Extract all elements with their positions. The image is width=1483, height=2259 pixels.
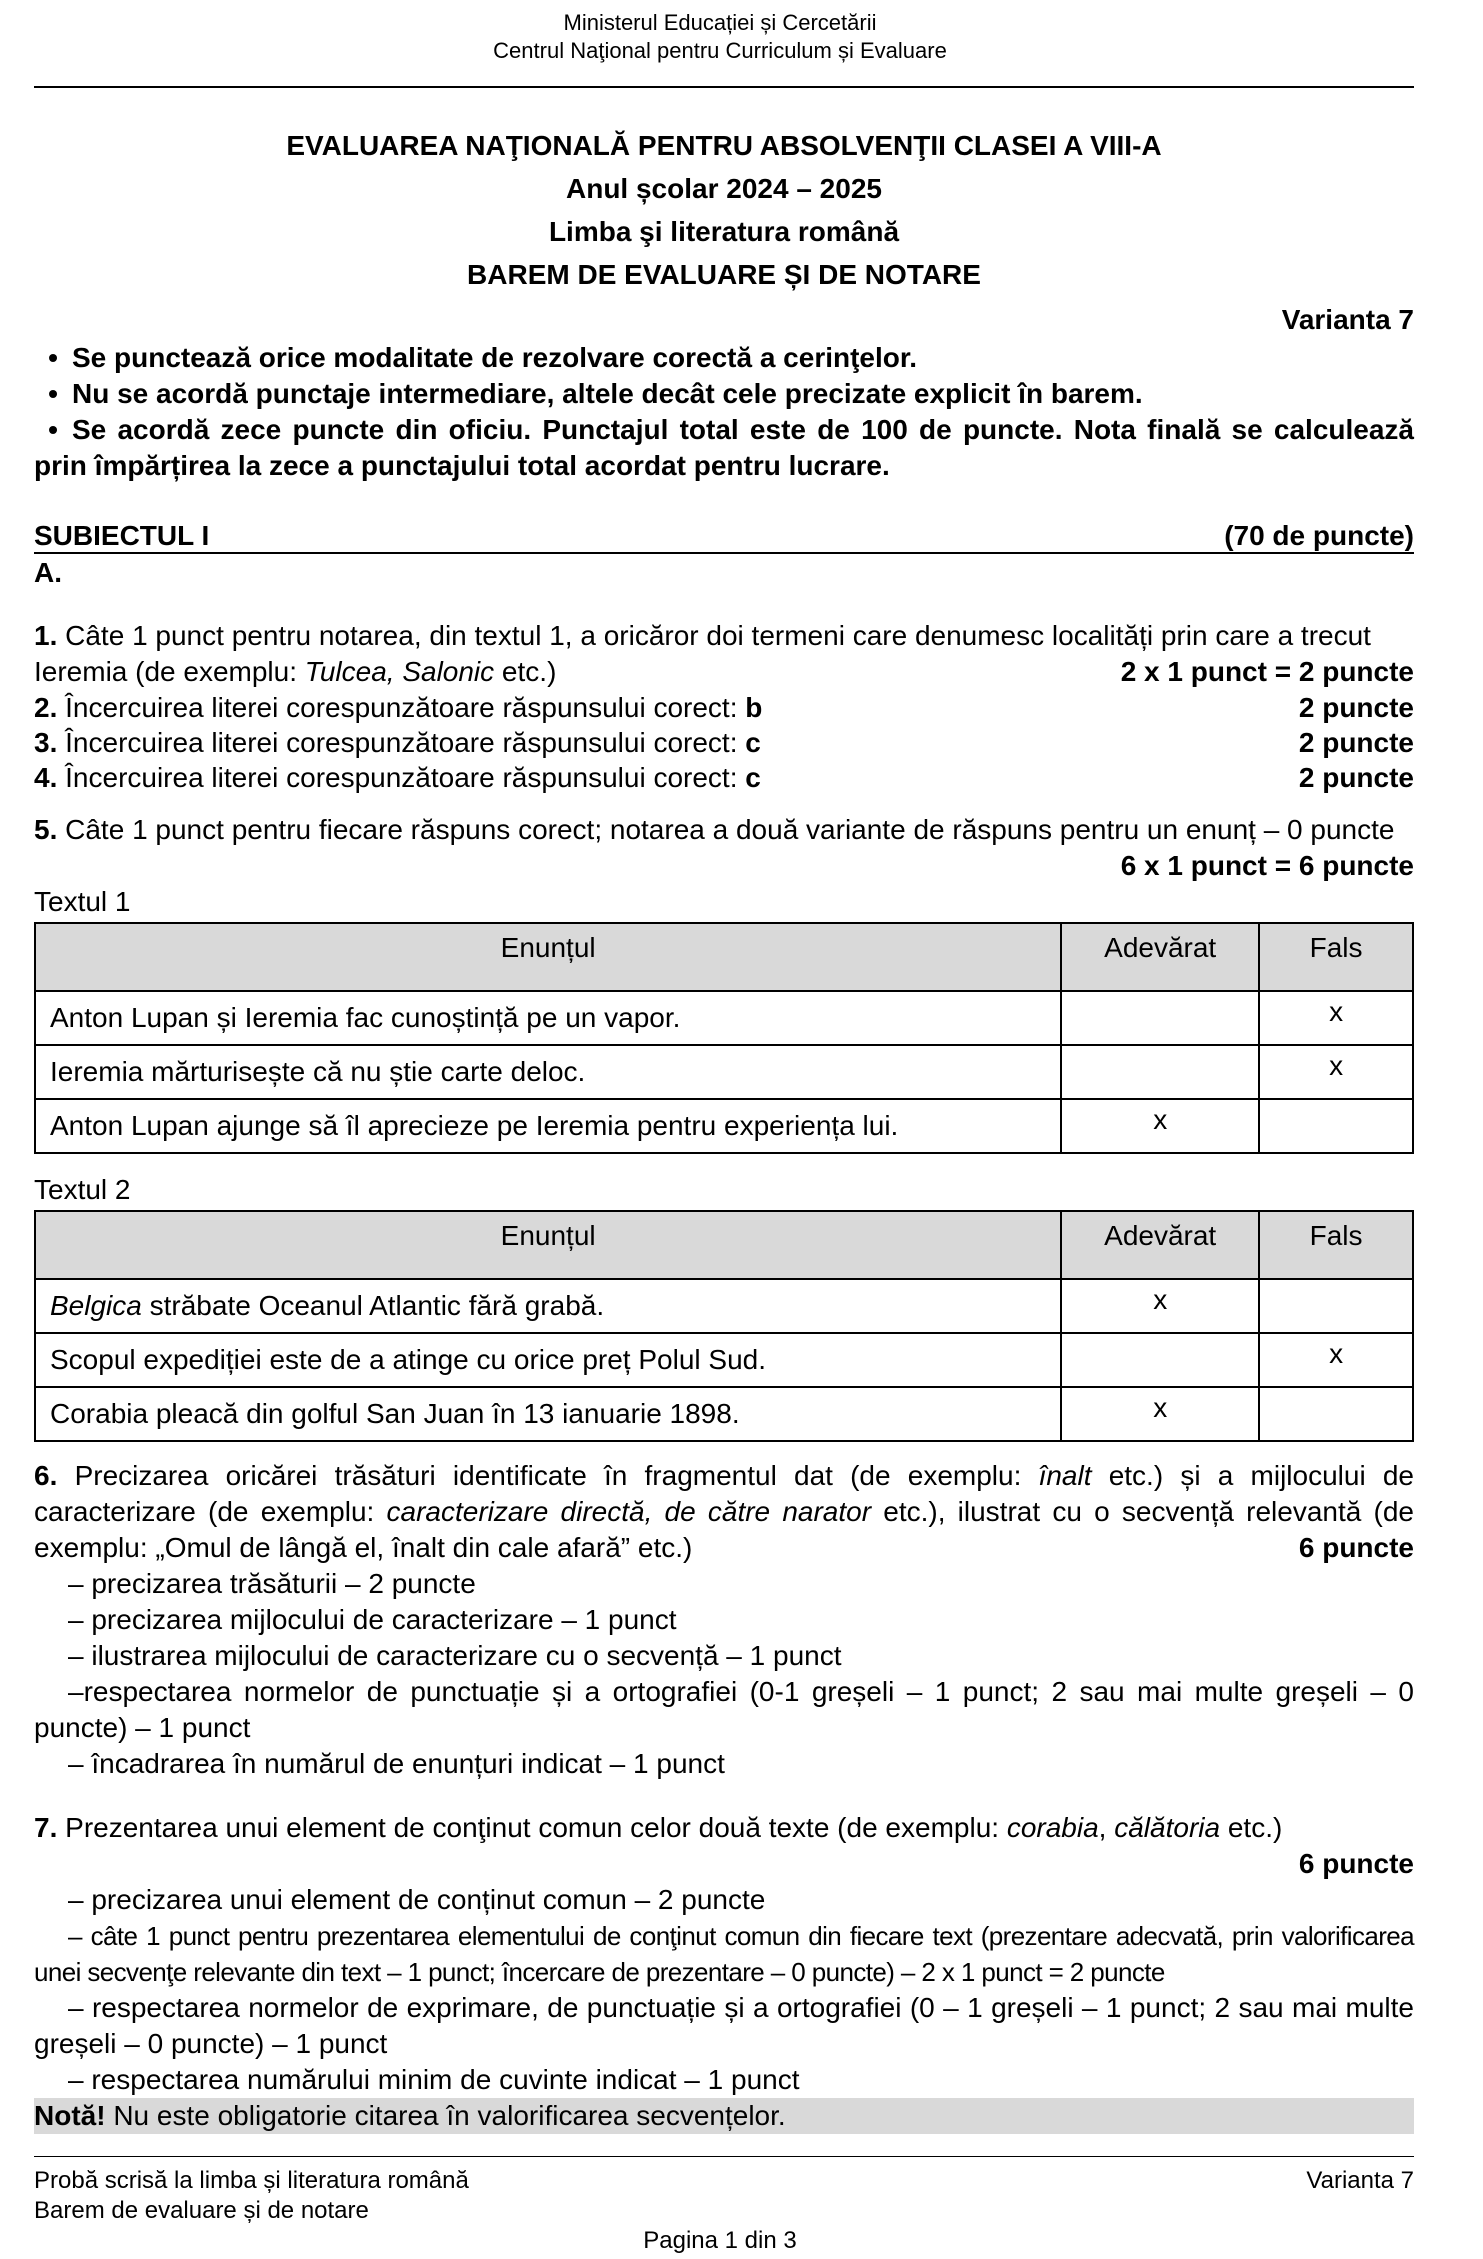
- question-6-item: – încadrarea în numărul de enunțuri indicat – 1 punct: [68, 1748, 725, 1779]
- question-3: 3. Încercuirea literei corespunzătoare răspunsului corect: c 2 puncte: [34, 725, 1414, 761]
- text-2-label: Textul 2: [34, 1174, 131, 1205]
- exam-title: EVALUAREA NAŢIONALĂ PENTRU ABSOLVENŢII CLASEI A VIII-A: [286, 130, 1162, 161]
- rule-1: • Se punctează orice modalitate de rezolvare corectă a cerinţelor.: [48, 342, 918, 373]
- question-3-score: 2 puncte: [1298, 727, 1414, 758]
- column-statement: Enunțul: [35, 923, 1061, 991]
- column-true: Adevărat: [1061, 1211, 1259, 1279]
- question-7-item: – respectarea normelor de exprimare, de punctuație și a ortografiei (0 – 1 greșeli – 1 punct; 2 sau mai multe greșeli – 0 puncte) – 1 punct: [34, 1992, 1414, 2059]
- center-name: Centrul Naţional pentru Curriculum și Evaluare: [493, 38, 947, 63]
- question-6-item: – precizarea trăsăturii – 2 puncte: [68, 1568, 476, 1599]
- column-false: Fals: [1259, 923, 1413, 991]
- table-row: Anton Lupan și Ieremia fac cunoștință pe un vapor. x: [35, 991, 1413, 1045]
- question-4-score: 2 puncte: [1298, 762, 1414, 793]
- note-label: Notă!: [34, 2100, 106, 2131]
- table-row: Corabia pleacă din golful San Juan în 13 ianuarie 1898. x: [35, 1387, 1413, 1441]
- section-a: A.: [34, 557, 62, 588]
- subject-points: (70 de puncte): [1224, 520, 1414, 551]
- question-5: 5. Câte 1 punct pentru fiecare răspuns corect; notarea a două variante de răspuns pentru un enunț – 0 puncte: [34, 814, 1395, 845]
- page-number: Pagina 1 din 3: [643, 2227, 797, 2254]
- column-true: Adevărat: [1061, 923, 1259, 991]
- question-1-score: 2 x 1 punct = 2 puncte: [1120, 656, 1414, 687]
- table-row: Anton Lupan ajunge să îl aprecieze pe Ieremia pentru experiența lui. x: [35, 1099, 1413, 1153]
- question-5-score: 6 x 1 punct = 6 puncte: [1120, 850, 1414, 881]
- question-6-score: 6 puncte: [1298, 1532, 1414, 1563]
- question-2: 2. Încercuirea literei corespunzătoare răspunsului corect: b 2 puncte: [34, 690, 1414, 726]
- question-7-item: – respectarea numărului minim de cuvinte indicat – 1 punct: [68, 2064, 800, 2095]
- column-statement: Enunțul: [35, 1211, 1061, 1279]
- question-6: 6. Precizarea oricărei trăsături identificate în fragmentul dat (de exemplu: înalt etc.) și a mijlocului de caracterizare (de exemplu: caracterizare directă, de către narator etc.), ilustrat cu o secvență relevantă (de exemplu: „Omul de lângă el, înalt din cale afară” etc.): [34, 1460, 1415, 1563]
- subject-label: SUBIECTUL I: [34, 520, 210, 551]
- table-row: Scopul expediției este de a atinge cu orice preț Polul Sud. x: [35, 1333, 1413, 1387]
- question-6-item: – precizarea mijlocului de caracterizare – 1 punct: [68, 1604, 677, 1635]
- footer-left-2: Barem de evaluare și de notare: [34, 2197, 369, 2224]
- question-6-item: – ilustrarea mijlocului de caracterizare cu o secvență – 1 punct: [68, 1640, 842, 1671]
- text-2-table: [34, 1210, 1414, 1442]
- footer-left-1: Probă scrisă la limba și literatura română: [34, 2167, 469, 2194]
- subject-header: [34, 518, 1414, 554]
- question-7: 7. Prezentarea unui element de conţinut comun celor două texte (de exemplu: corabia, călătoria etc.): [34, 1812, 1283, 1843]
- text-1-table: [34, 922, 1414, 1154]
- footer-variant: Varianta 7: [1306, 2167, 1414, 2194]
- variant-label: Varianta 7: [1281, 304, 1414, 335]
- column-false: Fals: [1259, 1211, 1413, 1279]
- rule-2: • Nu se acordă punctaje intermediare, altele decât cele precizate explicit în barem.: [48, 378, 1143, 409]
- footer-rule: [34, 2156, 1414, 2157]
- question-1: 1. Câte 1 punct pentru notarea, din textul 1, a oricăror doi termeni care denumesc localități prin care a trecut Ieremia (de exemplu: Tulcea, Salonic etc.): [34, 620, 1371, 687]
- question-4: 4. Încercuirea literei corespunzătoare răspunsului corect: c 2 puncte: [34, 760, 1414, 796]
- question-6-item: –respectarea normelor de punctuație și a ortografiei (0-1 greșeli – 1 punct; 2 sau mai multe greșeli – 0 puncte) – 1 punct: [34, 1676, 1414, 1743]
- question-2-score: 2 puncte: [1298, 692, 1414, 723]
- question-7-item: – câte 1 punct pentru prezentarea elementului de conţinut comun din fiecare text (prezentare adecvată, prin valorificarea unei secvenţe relevante din text – 1 punct; încercare de prezentare – 0 puncte) – 2 x 1 punct = 2 puncte: [34, 1921, 1414, 1987]
- school-year: Anul școlar 2024 – 2025: [566, 173, 882, 204]
- text-1-label: Textul 1: [34, 886, 131, 917]
- note-text: Nu este obligatorie citarea în valorificarea secvențelor.: [105, 2100, 786, 2131]
- subject-name: Limba şi literatura română: [548, 216, 900, 247]
- table-row: Ieremia mărturisește că nu știe carte deloc. x: [35, 1045, 1413, 1099]
- rule-3: • Se acordă zece puncte din oficiu. Punctajul total este de 100 de puncte. Nota finală se calculează prin împărțirea la zece a punctajului total acordat pentru lucrare.: [34, 414, 1414, 481]
- document-type: BAREM DE EVALUARE ȘI DE NOTARE: [467, 259, 981, 290]
- question-7-item: – precizarea unui element de conținut comun – 2 puncte: [68, 1884, 766, 1915]
- question-7-score: 6 puncte: [1298, 1848, 1414, 1879]
- table-row: Belgica străbate Oceanul Atlantic fără grabă. x: [35, 1279, 1413, 1333]
- header-rule: [34, 86, 1414, 88]
- note-box: [34, 2098, 1414, 2134]
- ministry-name: Ministerul Educației și Cercetării: [563, 10, 877, 35]
